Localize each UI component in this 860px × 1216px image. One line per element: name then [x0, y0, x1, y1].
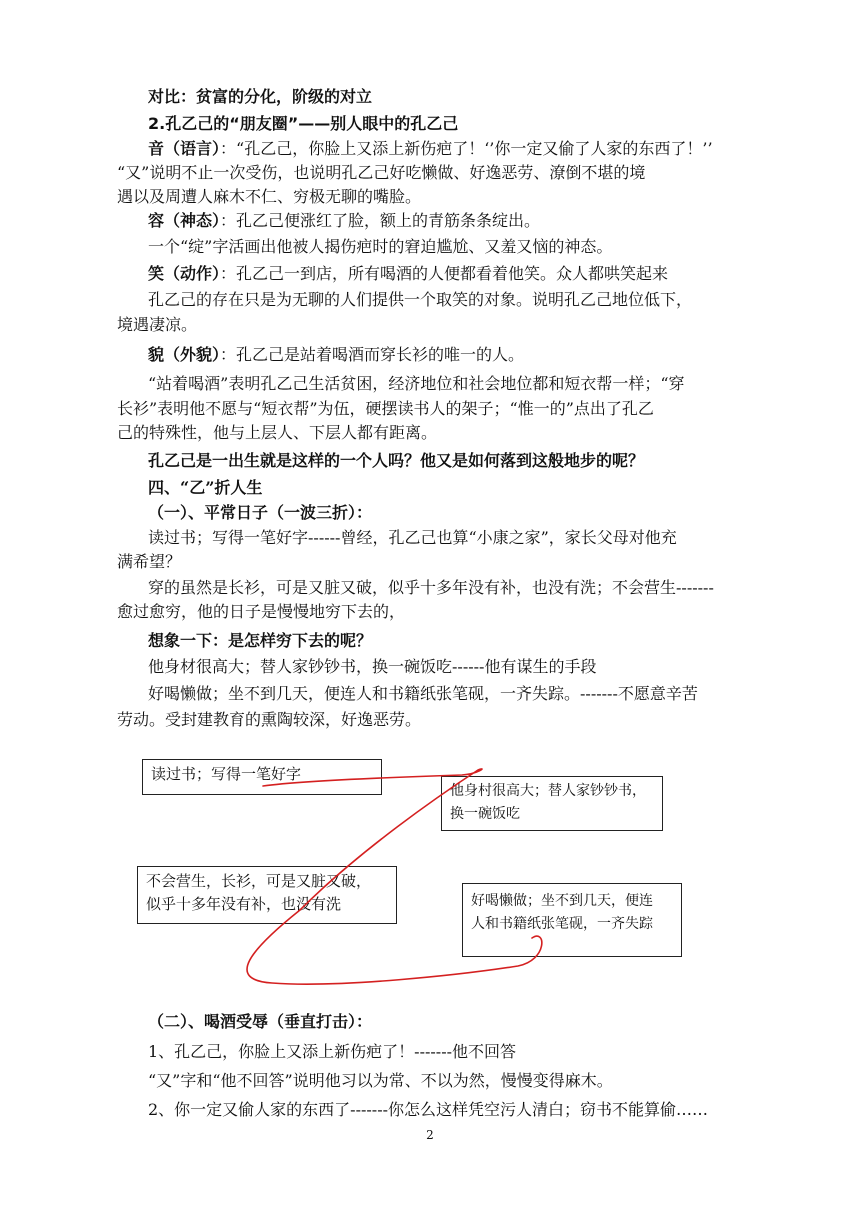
action-text: ：孔乙己一到店，所有喝酒的人便都看着他笑。众人都哄笑起来 [220, 264, 669, 283]
diagram-box-lazy [462, 883, 682, 957]
action-analysis-1: 孔乙己的存在只是为无聊的人们提供一个取笑的对象。说明孔乙己地位低下， [148, 290, 693, 309]
label-action: 笑（动作） [148, 264, 221, 283]
imagine-heading: 想象一下：是怎样穷下去的呢？ [148, 631, 373, 650]
paragraph-voice [148, 138, 713, 160]
page-number: 2 [426, 1128, 434, 1142]
paragraph-action [148, 263, 668, 285]
diagram-box-tall [441, 776, 663, 831]
expression-text: ：孔乙己便涨红了脸，额上的青筋条条绽出。 [220, 211, 541, 230]
expression-analysis: 一个“绽”字活画出他被人揭伤疤时的窘迫尴尬、又羞又恼的神态。 [148, 237, 613, 256]
box-text: 读过书；写得一笔好字 [151, 765, 302, 783]
box-text-line1: 不会营生，长衫，可是又脏又破， [146, 872, 372, 890]
voice-analysis-1: “又”说明不止一次受伤，也说明孔乙己好吃懒做、好逸恶劳、潦倒不堪的境 [117, 163, 646, 182]
insult-analysis-1: “又”字和“他不回答”说明他习以为常、不以为然，慢慢变得麻木。 [148, 1071, 613, 1090]
section-heading-friends: 2.孔乙己的“朋友圈”——别人眼中的孔乙己 [148, 114, 459, 133]
box-text-line2: 换一碗饭吃 [450, 806, 520, 822]
imagine-para-1: 他身材很高大；替人家钞钞书，换一碗饭吃------他有谋生的手段 [148, 657, 597, 676]
ordinary-para-1a: 读过书；写得一笔好字------曾经，孔乙己也算“小康之家”，家长父母对他充 [148, 528, 677, 547]
subheading-drinking-insult: （二）、喝酒受辱（垂直打击）： [148, 1012, 373, 1031]
paragraph-appearance [148, 344, 524, 366]
appearance-analysis-1: “站着喝酒”表明孔乙己生活贫困，经济地位和社会地位都和短衣帮一样；“穿 [148, 374, 685, 393]
appearance-analysis-2: 长衫”表明他不愿与“短衣帮”为伍，硬摆读书人的架子；“惟一的”点出了孔乙 [117, 399, 654, 418]
ordinary-para-2a: 穿的虽然是长衫，可是又脏又破，似乎十多年没有补，也没有洗；不会营生------- [148, 578, 714, 597]
insult-para-1: 1、孔乙己，你脸上又添上新伤疤了！-------他不回答 [148, 1042, 517, 1061]
ordinary-para-2b: 愈过愈穷，他的日子是慢慢地穷下去的， [117, 602, 406, 621]
paragraph-expression [148, 210, 540, 232]
ordinary-para-1b: 满希望？ [117, 552, 182, 571]
label-appearance: 貌（外貌） [148, 345, 221, 364]
box-text-line2: 似乎十多年没有补，也没有洗 [146, 895, 342, 913]
label-voice: 音（语言） [148, 139, 221, 158]
imagine-para-2a: 好喝懒做；坐不到几天，便连人和书籍纸张笔砚，一齐失踪。-------不愿意辛苦 [148, 684, 698, 703]
section-heading-four: 四、“乙”折人生 [148, 478, 263, 497]
diagram-box-no-livelihood [137, 866, 397, 924]
voice-analysis-2: 遇以及周遭人麻木不仁、穷极无聊的嘴脸。 [117, 187, 422, 206]
insult-para-2: 2、你一定又偷人家的东西了-------你怎么这样凭空污人清白；窃书不能算偷…… [148, 1100, 709, 1119]
diagram-box-read-books [142, 759, 382, 795]
action-analysis-2: 境遇凄凉。 [117, 315, 198, 334]
voice-quote: ：“孔乙己，你脸上又添上新伤疤了！‘’你一定又偷了人家的东西了！’’ [220, 139, 713, 158]
imagine-para-2b: 劳动。受封建教育的熏陶较深，好逸恶劳。 [117, 710, 422, 729]
box-text-line1: 他身村很高大；替人家钞钞书， [450, 783, 646, 799]
appearance-analysis-3: 己的特殊性，他与上层人、下层人都有距离。 [117, 423, 438, 442]
subheading-ordinary-days: （一）、平常日子（一波三折）： [148, 503, 373, 522]
appearance-text: ：孔乙己是站着喝酒而穿长衫的唯一的人。 [220, 345, 525, 364]
contrast-line: 对比：贫富的分化，阶级的对立 [148, 87, 373, 106]
box-text-line2: 人和书籍纸张笔砚，一齐失踪 [471, 916, 653, 932]
box-text-line1: 好喝懒做；坐不到几天，便连 [471, 893, 653, 909]
question-line: 孔乙己是一出生就是这样的一个人吗？他又是如何落到这般地步的呢？ [148, 451, 645, 470]
label-expression: 容（神态） [148, 211, 221, 230]
